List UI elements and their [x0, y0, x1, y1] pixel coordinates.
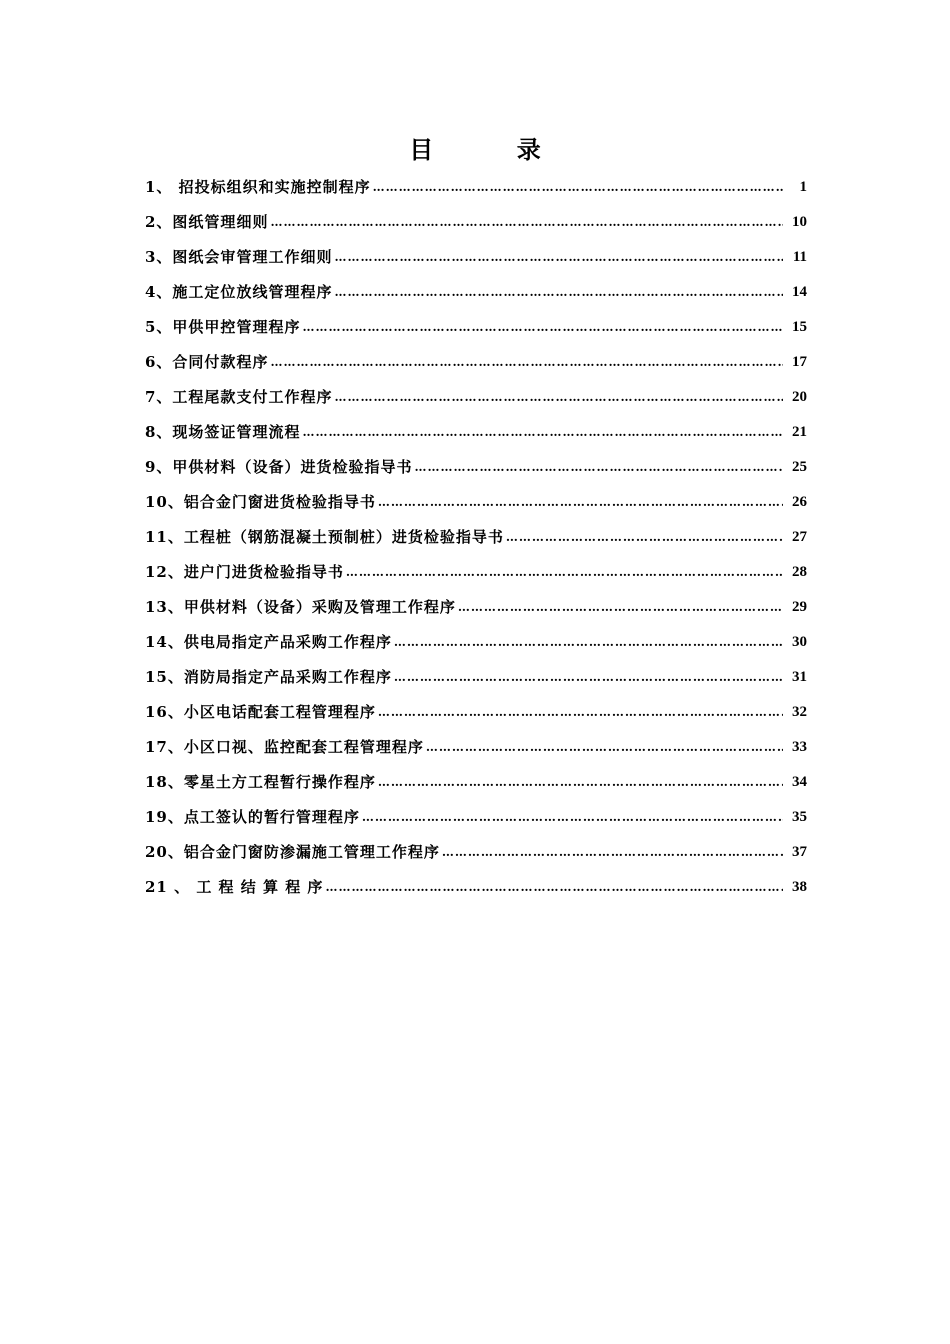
- toc-entry-1[interactable]: [145, 170, 807, 205]
- toc-entry-page: 20: [792, 389, 807, 405]
- toc-entry-label: 14、供电局指定产品采购工作程序: [145, 633, 392, 651]
- toc-entry-label: 21 、 工 程 结 算 程 序: [145, 878, 324, 896]
- toc-entry-page: 11: [792, 249, 807, 265]
- dot-leader: [334, 380, 783, 415]
- dot-leader: [325, 870, 783, 905]
- toc-entry-label: 15、消防局指定产品采购工作程序: [145, 668, 392, 686]
- dot-leader: [362, 800, 783, 835]
- toc-entry-label: 11、工程桩（钢筋混凝土预制桩）进货检验指导书: [145, 528, 504, 546]
- toc-entry-20[interactable]: [145, 835, 807, 870]
- toc-entry-label: 19、点工签认的暂行管理程序: [145, 808, 360, 826]
- toc-entry-label: 4、施工定位放线管理程序: [145, 283, 333, 301]
- toc-entry-9[interactable]: [145, 450, 807, 485]
- toc-entry-page: 28: [792, 564, 807, 580]
- dot-leader: [346, 555, 783, 590]
- toc-entry-label: 1、 招投标组织和实施控制程序: [145, 178, 371, 196]
- dot-leader: [334, 275, 783, 310]
- toc-entry-18[interactable]: [145, 765, 807, 800]
- toc-entry-5[interactable]: [145, 310, 807, 345]
- toc-entry-16[interactable]: [145, 695, 807, 730]
- toc-entry-label: 8、现场签证管理流程: [145, 423, 301, 441]
- dot-leader: [270, 345, 783, 380]
- toc-entry-label: 3、图纸会审管理工作细则: [145, 248, 333, 266]
- dot-leader: [302, 415, 783, 450]
- toc-entry-label: 2、图纸管理细则: [145, 213, 269, 231]
- toc-entry-4[interactable]: [145, 275, 807, 310]
- dot-leader: [414, 450, 783, 485]
- dot-leader: [378, 485, 783, 520]
- toc-entry-page: 21: [792, 424, 807, 440]
- toc-entry-page: 32: [792, 704, 807, 720]
- dot-leader: [458, 590, 783, 625]
- toc-entry-label: 6、合同付款程序: [145, 353, 269, 371]
- toc-entry-label: 16、小区电话配套工程管理程序: [145, 703, 376, 721]
- toc-entry-label: 20、铝合金门窗防渗漏施工管理工作程序: [145, 843, 440, 861]
- toc-entry-page: 27: [792, 529, 807, 545]
- toc-entry-page: 15: [792, 319, 807, 335]
- toc-entry-label: 9、甲供材料（设备）进货检验指导书: [145, 458, 413, 476]
- toc-entry-page: 1: [799, 179, 807, 195]
- toc-entry-page: 26: [792, 494, 807, 510]
- dot-leader: [442, 835, 783, 870]
- toc-entry-11[interactable]: [145, 520, 807, 555]
- dot-leader: [334, 240, 783, 275]
- dot-leader: [270, 205, 783, 240]
- toc-entry-page: 14: [792, 284, 807, 300]
- toc-entry-page: 25: [792, 459, 807, 475]
- toc-entry-label: 5、甲供甲控管理程序: [145, 318, 301, 336]
- toc-entry-page: 38: [792, 879, 807, 895]
- toc-entry-label: 12、进户门进货检验指导书: [145, 563, 344, 581]
- dot-leader: [426, 730, 783, 765]
- toc-entry-page: 33: [792, 739, 807, 755]
- dot-leader: [394, 660, 783, 695]
- toc-title: 目 录: [409, 135, 541, 164]
- dot-leader: [506, 520, 783, 555]
- toc-entry-label: 18、零星土方工程暂行操作程序: [145, 773, 376, 791]
- dot-leader: [378, 695, 783, 730]
- toc-entry-page: 31: [792, 669, 807, 685]
- toc-entry-10[interactable]: [145, 485, 807, 520]
- toc-entry-page: 30: [792, 634, 807, 650]
- toc-entry-8[interactable]: [145, 415, 807, 450]
- toc-entry-17[interactable]: [145, 730, 807, 765]
- dot-leader: [394, 625, 783, 660]
- toc-entry-label: 13、甲供材料（设备）采购及管理工作程序: [145, 598, 456, 616]
- toc-entry-14[interactable]: [145, 625, 807, 660]
- toc-entry-page: 29: [792, 599, 807, 615]
- toc-entry-page: 34: [792, 774, 807, 790]
- toc-entry-page: 17: [792, 354, 807, 370]
- toc-entry-label: 7、工程尾款支付工作程序: [145, 388, 333, 406]
- toc-entry-label: 17、小区口视、监控配套工程管理程序: [145, 738, 424, 756]
- dot-leader: [373, 170, 783, 205]
- toc-entry-21[interactable]: [145, 870, 807, 905]
- toc-entry-15[interactable]: [145, 660, 807, 695]
- toc-entry-2[interactable]: [145, 205, 807, 240]
- toc-entry-6[interactable]: [145, 345, 807, 380]
- toc-entry-13[interactable]: [145, 590, 807, 625]
- toc-entry-7[interactable]: [145, 380, 807, 415]
- toc-entry-19[interactable]: [145, 800, 807, 835]
- toc-entry-page: 37: [792, 844, 807, 860]
- dot-leader: [378, 765, 783, 800]
- dot-leader: [302, 310, 783, 345]
- toc-entry-page: 10: [792, 214, 807, 230]
- table-of-contents: [145, 170, 807, 905]
- toc-entry-3[interactable]: [145, 240, 807, 275]
- toc-entry-12[interactable]: [145, 555, 807, 590]
- toc-entry-page: 35: [792, 809, 807, 825]
- toc-entry-label: 10、铝合金门窗进货检验指导书: [145, 493, 376, 511]
